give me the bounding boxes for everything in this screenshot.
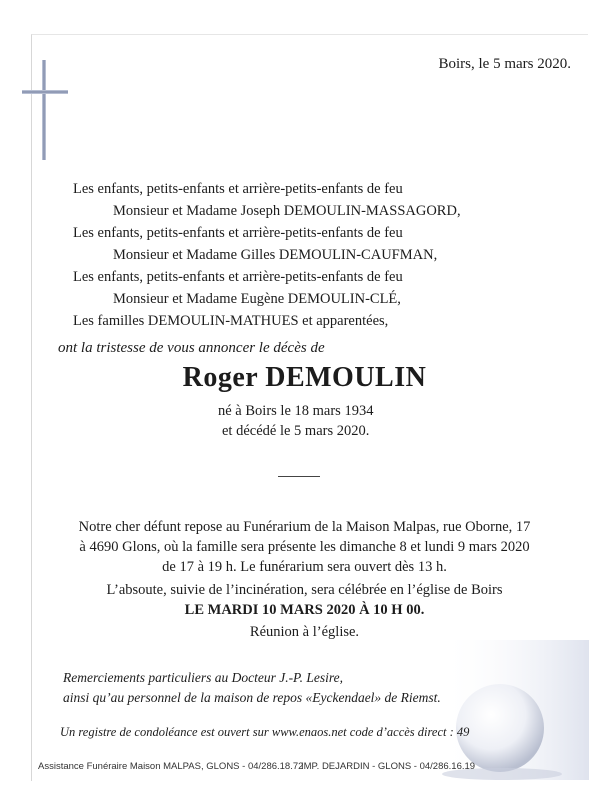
meeting-text: Réunion à l’église. — [249, 624, 360, 640]
thanks-line: ainsi qu’au personnel de la maison de repos «Eyckendael» de Riemst. — [63, 690, 441, 705]
family-line: Monsieur et Madame Gilles DEMOULIN-CAUFMAN, — [113, 247, 438, 263]
visitation-line: à 4690 Glons, où la famille sera présente les dimanche 8 et lundi 9 mars 2020 — [79, 539, 530, 555]
deceased-name: Roger DEMOULIN — [182, 362, 427, 393]
family-line: Les familles DEMOULIN-MATHUES et apparentées, — [73, 313, 389, 329]
visitation-line: de 17 à 19 h. Le funérarium sera ouvert dès 13 h. — [162, 559, 447, 575]
cross-icon — [22, 60, 68, 160]
family-line: Monsieur et Madame Joseph DEMOULIN-MASSAGORD, — [113, 203, 461, 219]
visitation-info — [0, 517, 609, 577]
service-datetime: LE MARDI 10 MARS 2020 À 10 H 00. — [184, 602, 425, 618]
thanks-text — [63, 668, 441, 708]
condolence-register: Un registre de condoléance est ouvert sur www.enaos.net code d’accès direct : 49 — [60, 725, 470, 739]
sphere-icon — [440, 640, 589, 780]
service-text: L’absoute, suivie de l’incinération, sera célébrée en l’église de Boirs — [106, 582, 503, 598]
visitation-line: Notre cher défunt repose au Funérarium de la Maison Malpas, rue Oborne, 17 — [78, 519, 531, 535]
footer-printer: IMP. DEJARDIN - GLONS - 04/286.16.19 — [301, 761, 476, 772]
birth-line: né à Boirs le 18 mars 1934 — [218, 403, 374, 419]
family-line: Monsieur et Madame Eugène DEMOULIN-CLÉ, — [113, 291, 401, 307]
announcement-date: Boirs, le 5 mars 2020. — [438, 56, 571, 72]
family-line: Les enfants, petits-enfants et arrière-petits-enfants de feu — [73, 225, 403, 241]
family-line: Les enfants, petits-enfants et arrière-petits-enfants de feu — [73, 269, 403, 285]
life-dates — [218, 401, 373, 441]
death-line: et décédé le 5 mars 2020. — [222, 423, 370, 439]
family-list — [73, 178, 461, 332]
service-info — [0, 580, 609, 620]
family-line: Les enfants, petits-enfants et arrière-petits-enfants de feu — [73, 181, 403, 197]
announcement-text: ont la tristesse de vous annoncer le décès de — [58, 340, 325, 356]
thanks-line: Remerciements particuliers au Docteur J.-P. Lesire, — [63, 670, 343, 685]
footer-funeral-home: Assistance Funéraire Maison MALPAS, GLONS - 04/286.18.72 — [38, 761, 304, 772]
divider — [278, 476, 320, 477]
